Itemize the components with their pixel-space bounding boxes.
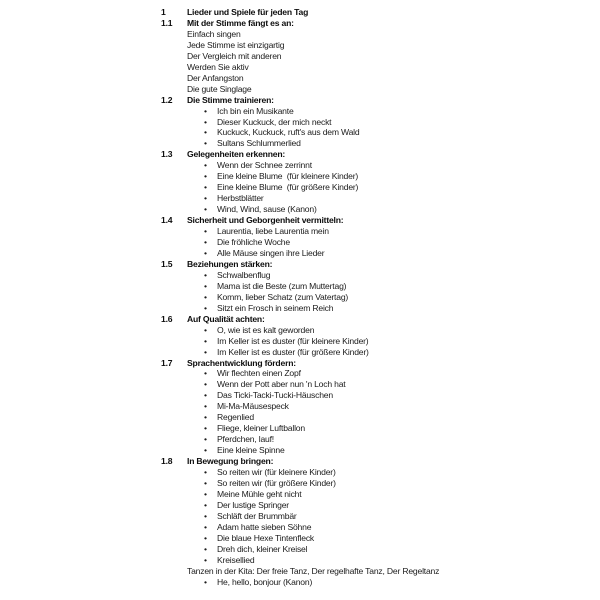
item-label: Tanzen in der Kita: Der freie Tanz, Der regelhafte Tanz, Der Regeltanz: [187, 565, 440, 576]
item-label: Sicherheit und Geborgenheit vermitteln:: [187, 215, 344, 226]
item-label: Auf Qualität achten:: [187, 313, 265, 324]
section-number: 1.6: [161, 313, 173, 324]
item-label: Herbstblätter: [217, 193, 264, 204]
item-label: Der lustige Springer: [217, 499, 289, 510]
bullet-icon: •: [204, 499, 207, 510]
toc-list-item: [161, 412, 581, 423]
item-label: Komm, lieber Schatz (zum Vatertag): [217, 291, 349, 302]
item-label: Wenn der Schnee zerrinnt: [217, 160, 312, 171]
section-number: 1.1: [161, 17, 173, 28]
bullet-icon: •: [204, 412, 207, 423]
item-label: Dieser Kuckuck, der mich neckt: [217, 116, 332, 127]
item-label: Kuckuck, Kuckuck, ruft's aus dem Wald: [217, 127, 360, 138]
bullet-icon: •: [204, 532, 207, 543]
toc-section-heading: [161, 7, 581, 18]
toc-section-heading: [161, 314, 581, 325]
section-number: 1.4: [161, 215, 173, 226]
item-label: Mama ist die Beste (zum Muttertag): [217, 280, 347, 291]
toc-list-item: [161, 544, 581, 555]
item-label: In Bewegung bringen:: [187, 456, 274, 467]
bullet-icon: •: [204, 379, 207, 390]
section-number: 1.8: [161, 456, 173, 467]
bullet-icon: •: [204, 390, 207, 401]
bullet-icon: •: [204, 324, 207, 335]
toc-list-item: [161, 138, 581, 149]
item-label: Adam hatte sieben Söhne: [217, 521, 312, 532]
toc-list-item: [161, 127, 581, 138]
bullet-icon: •: [204, 488, 207, 499]
toc-list-item: [161, 390, 581, 401]
bullet-icon: •: [204, 445, 207, 456]
toc-list-item: [161, 489, 581, 500]
item-label: Mit der Stimme fängt es an:: [187, 17, 294, 28]
toc-list-item: [161, 204, 581, 215]
item-label: So reiten wir (für größere Kinder): [217, 477, 336, 488]
toc-section-heading: [161, 259, 581, 270]
section-number: 1.7: [161, 357, 173, 368]
item-label: Einfach singen: [187, 28, 241, 39]
bullet-icon: •: [204, 138, 207, 149]
item-label: Wir flechten einen Zopf: [217, 368, 301, 379]
toc-list-item: [161, 336, 581, 347]
toc-list-item: [161, 160, 581, 171]
bullet-icon: •: [204, 204, 207, 215]
item-label: Werden Sie aktiv: [187, 61, 249, 72]
toc-list-item: [161, 368, 581, 379]
toc-plain-item: [161, 40, 581, 51]
toc-list-item: [161, 182, 581, 193]
toc-plain-item: [161, 73, 581, 84]
item-label: Das Ticki-Tacki-Tucki-Häuschen: [217, 390, 333, 401]
toc-plain-item: [161, 62, 581, 73]
toc-list-item: [161, 423, 581, 434]
toc-list-item: [161, 478, 581, 489]
bullet-icon: •: [204, 368, 207, 379]
item-label: Dreh dich, kleiner Kreisel: [217, 543, 308, 554]
item-label: He, hello, bonjour (Kanon): [217, 576, 313, 587]
bullet-icon: •: [204, 401, 207, 412]
section-number: 1.5: [161, 258, 173, 269]
toc-section-heading: [161, 456, 581, 467]
toc-list-item: [161, 379, 581, 390]
bullet-icon: •: [204, 105, 207, 116]
item-label: Lieder und Spiele für jeden Tag: [187, 7, 309, 17]
bullet-icon: •: [204, 237, 207, 248]
item-label: Sprachentwicklung fördern:: [187, 357, 296, 368]
toc-list-item: [161, 445, 581, 456]
section-number: 1.2: [161, 94, 173, 105]
item-label: So reiten wir (für kleinere Kinder): [217, 467, 336, 478]
bullet-icon: •: [204, 193, 207, 204]
item-label: Ich bin ein Musikante: [217, 105, 294, 116]
item-label: Eine kleine Spinne: [217, 445, 285, 456]
toc-list-item: [161, 193, 581, 204]
bullet-icon: •: [204, 182, 207, 193]
toc-plain-item: [161, 29, 581, 40]
toc-list-item: [161, 511, 581, 522]
item-label: Im Keller ist es duster (für größere Kinder): [217, 346, 369, 357]
bullet-icon: •: [204, 477, 207, 488]
toc-section-heading: [161, 95, 581, 106]
toc-list-item: [161, 577, 581, 588]
toc-list-item: [161, 281, 581, 292]
toc-list-item: [161, 325, 581, 336]
toc-outline: [161, 7, 581, 588]
item-label: Sitzt ein Frosch in seinem Reich: [217, 302, 334, 313]
bullet-icon: •: [204, 423, 207, 434]
bullet-icon: •: [204, 269, 207, 280]
toc-list-item: [161, 347, 581, 358]
toc-plain-item: [161, 51, 581, 62]
bullet-icon: •: [204, 226, 207, 237]
toc-list-item: [161, 226, 581, 237]
item-label: Eine kleine Blume (für größere Kinder): [217, 182, 359, 193]
item-label: Wenn der Pott aber nun 'n Loch hat: [217, 379, 346, 390]
bullet-icon: •: [204, 576, 207, 587]
toc-list-item: [161, 555, 581, 566]
item-label: O, wie ist es kalt geworden: [217, 324, 315, 335]
toc-list-item: [161, 171, 581, 182]
item-label: Meine Mühle geht nicht: [217, 488, 302, 499]
item-label: Die gute Singlage: [187, 83, 252, 94]
toc-list-item: [161, 106, 581, 117]
item-label: Die blaue Hexe Tintenfleck: [217, 532, 315, 543]
item-label: Im Keller ist es duster (für kleinere Kinder): [217, 335, 369, 346]
item-label: Die Stimme trainieren:: [187, 94, 274, 105]
toc-plain-item: [161, 566, 581, 577]
item-label: Der Anfangston: [187, 72, 244, 83]
toc-list-item: [161, 237, 581, 248]
toc-list-item: [161, 500, 581, 511]
section-number: 1.3: [161, 149, 173, 160]
toc-list-item: [161, 248, 581, 259]
toc-section-heading: [161, 215, 581, 226]
toc-section-heading: [161, 149, 581, 160]
bullet-icon: •: [204, 127, 207, 138]
item-label: Wind, Wind, sause (Kanon): [217, 204, 317, 215]
item-label: Jede Stimme ist einzigartig: [187, 39, 285, 50]
bullet-icon: •: [204, 171, 207, 182]
toc-list-item: [161, 434, 581, 445]
toc-list-item: [161, 522, 581, 533]
toc-plain-item: [161, 84, 581, 95]
item-label: Alle Mäuse singen ihre Lieder: [217, 247, 325, 258]
bullet-icon: •: [204, 554, 207, 565]
bullet-icon: •: [204, 467, 207, 478]
item-label: Laurentia, liebe Laurentia mein: [217, 226, 329, 237]
bullet-icon: •: [204, 247, 207, 258]
item-label: Der Vergleich mit anderen: [187, 50, 282, 61]
toc-list-item: [161, 292, 581, 303]
bullet-icon: •: [204, 160, 207, 171]
item-label: Eine kleine Blume (für kleinere Kinder): [217, 171, 359, 182]
bullet-icon: •: [204, 335, 207, 346]
item-label: Regenlied: [217, 412, 254, 423]
bullet-icon: •: [204, 302, 207, 313]
item-label: Kreisellied: [217, 554, 255, 565]
toc-list-item: [161, 270, 581, 281]
toc-list-item: [161, 533, 581, 544]
bullet-icon: •: [204, 434, 207, 445]
bullet-icon: •: [204, 521, 207, 532]
item-label: Schwalbenflug: [217, 269, 271, 280]
bullet-icon: •: [204, 346, 207, 357]
item-label: Pferdchen, lauf!: [217, 434, 274, 445]
toc-list-item: [161, 467, 581, 478]
bullet-icon: •: [204, 116, 207, 127]
toc-list-item: [161, 117, 581, 128]
section-number: 1: [161, 7, 166, 17]
bullet-icon: •: [204, 280, 207, 291]
bullet-icon: •: [204, 543, 207, 554]
item-label: Schläft der Brummbär: [217, 510, 297, 521]
toc-section-heading: [161, 18, 581, 29]
item-label: Sultans Schlummerlied: [217, 138, 301, 149]
item-label: Die fröhliche Woche: [217, 237, 290, 248]
toc-list-item: [161, 401, 581, 412]
item-label: Mi-Ma-Mäusespeck: [217, 401, 289, 412]
toc-section-heading: [161, 358, 581, 369]
bullet-icon: •: [204, 291, 207, 302]
bullet-icon: •: [204, 510, 207, 521]
item-label: Fliege, kleiner Luftballon: [217, 423, 305, 434]
item-label: Beziehungen stärken:: [187, 258, 273, 269]
toc-list-item: [161, 303, 581, 314]
item-label: Gelegenheiten erkennen:: [187, 149, 286, 160]
